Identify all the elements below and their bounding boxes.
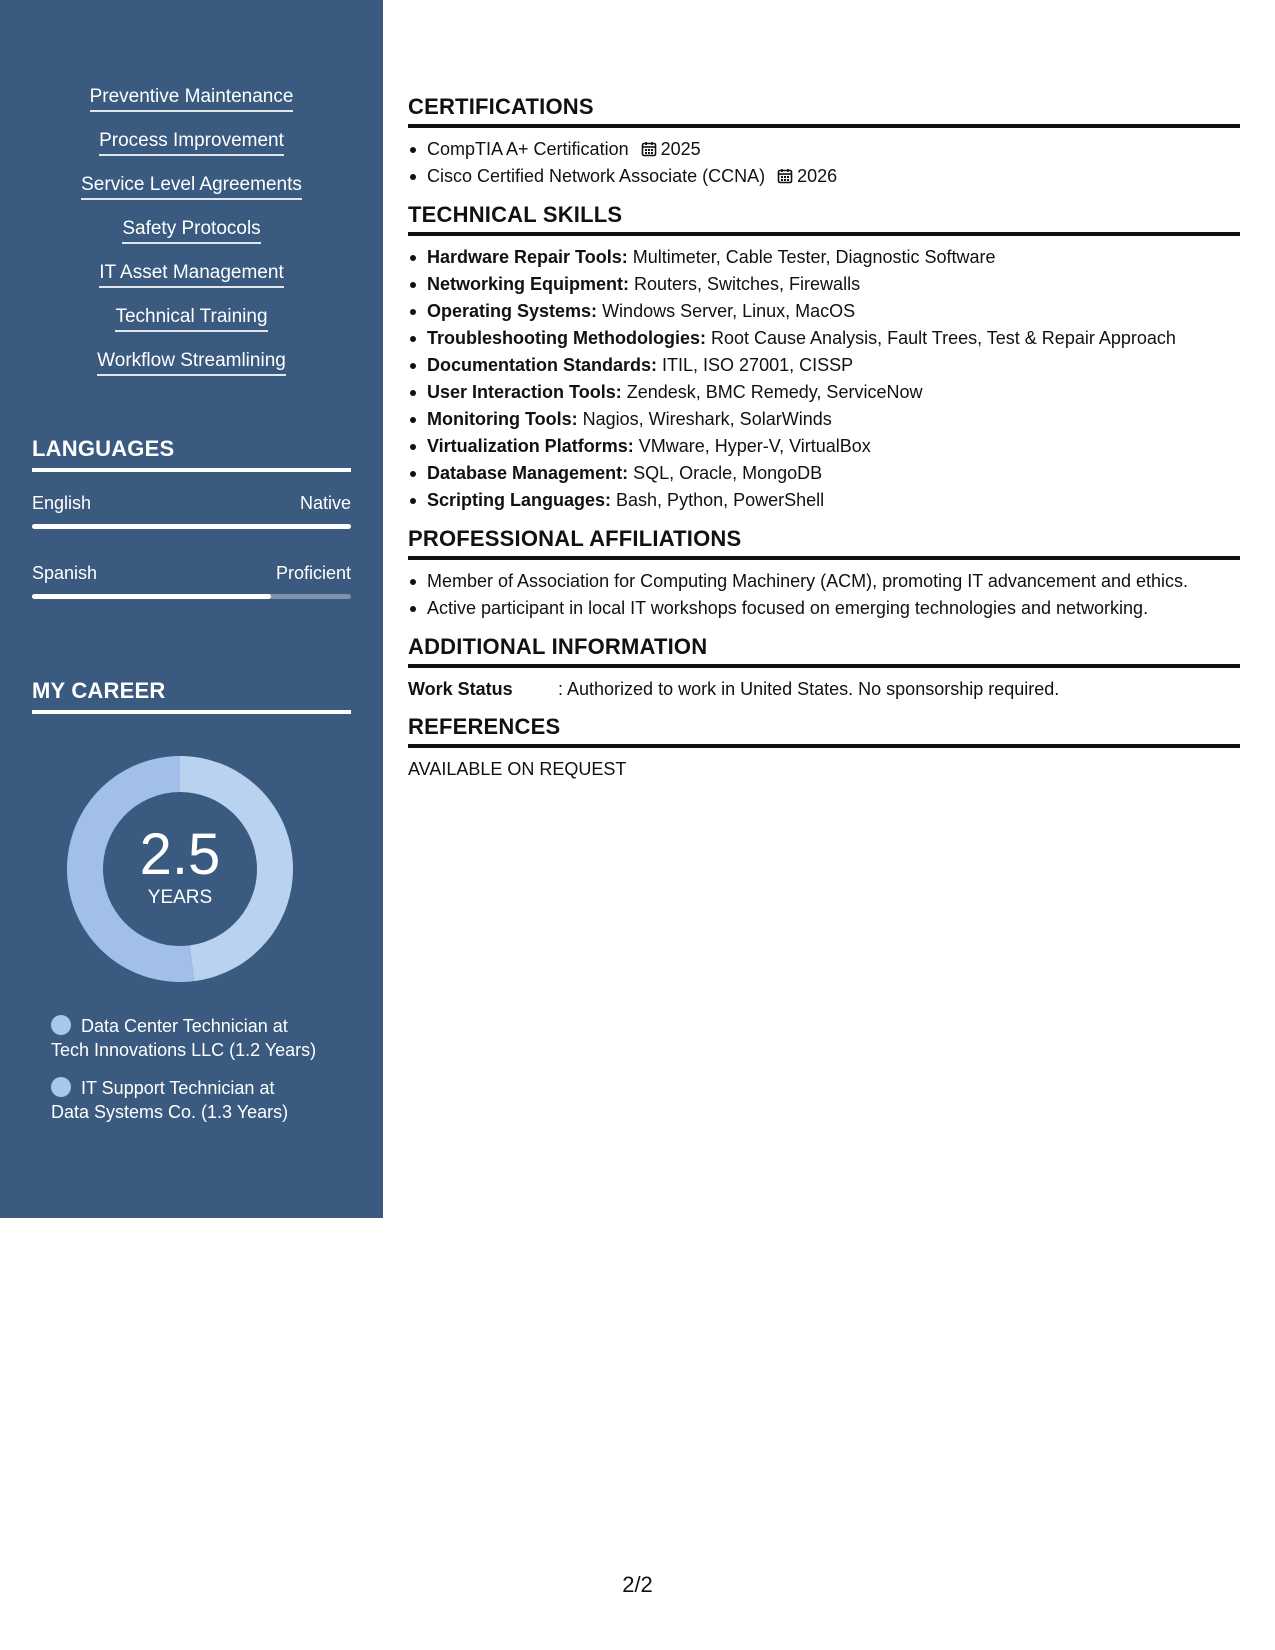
skill-values: Routers, Switches, Firewalls bbox=[629, 274, 861, 294]
references-section bbox=[408, 714, 1240, 782]
certification-item bbox=[408, 163, 1240, 190]
donut-center bbox=[67, 756, 293, 982]
skill-category: Networking Equipment: bbox=[427, 274, 629, 294]
technical-skill-item bbox=[408, 406, 1240, 433]
skill-category: Database Management: bbox=[427, 463, 629, 483]
skill-category: Virtualization Platforms: bbox=[427, 436, 634, 456]
language-level: Proficient bbox=[275, 563, 351, 583]
sidebar bbox=[0, 0, 383, 1218]
work-status-value: : Authorized to work in United States. No sponsorship required. bbox=[558, 679, 1060, 699]
calendar-icon bbox=[641, 141, 657, 157]
technical-skills-section bbox=[408, 202, 1240, 514]
main-content bbox=[408, 94, 1240, 794]
skill-item[interactable]: IT Asset Management bbox=[99, 262, 283, 288]
certification-year: 2025 bbox=[660, 139, 701, 159]
language-bar-fill bbox=[32, 524, 351, 529]
skill-item[interactable]: Process Improvement bbox=[99, 130, 284, 156]
career-company: Data Systems Co. (1.3 Years) bbox=[51, 1102, 289, 1122]
skill-values: Windows Server, Linux, MacOS bbox=[597, 301, 856, 321]
skill-category: Operating Systems: bbox=[427, 301, 598, 321]
technical-skill-item bbox=[408, 433, 1240, 460]
language-row-english bbox=[32, 493, 351, 514]
references-text: AVAILABLE ON REQUEST bbox=[408, 759, 627, 779]
skill-values: Zendesk, BMC Remedy, ServiceNow bbox=[621, 382, 923, 402]
legend-dot-icon bbox=[51, 1015, 71, 1035]
career-total-unit: YEARS bbox=[147, 887, 213, 908]
skill-values: Nagios, Wireshark, SolarWinds bbox=[577, 409, 832, 429]
affiliation-item: Active participant in local IT workshops focused on emerging technologies and networking. bbox=[408, 595, 1240, 622]
skill-values: Root Cause Analysis, Fault Trees, Test & Repair Approach bbox=[705, 328, 1176, 348]
skill-category: Documentation Standards: bbox=[427, 355, 658, 375]
skill-category: Monitoring Tools: bbox=[427, 409, 578, 429]
skill-values: ITIL, ISO 27001, CISSP bbox=[657, 355, 854, 375]
career-company: Tech Innovations LLC (1.2 Years) bbox=[51, 1040, 317, 1060]
certification-name: Cisco Certified Network Associate (CCNA) bbox=[427, 166, 766, 186]
technical-skill-item bbox=[408, 379, 1240, 406]
section-title: REFERENCES bbox=[408, 714, 1240, 748]
skill-item[interactable]: Preventive Maintenance bbox=[90, 86, 294, 112]
skill-item[interactable]: Safety Protocols bbox=[122, 218, 260, 244]
skill-item[interactable]: Technical Training bbox=[115, 306, 267, 332]
language-level: Native bbox=[299, 493, 351, 513]
career-legend-item bbox=[51, 1014, 351, 1062]
legend-dot-icon bbox=[51, 1077, 71, 1097]
technical-skill-item bbox=[408, 271, 1240, 298]
certification-item bbox=[408, 136, 1240, 163]
career-donut-chart bbox=[67, 756, 293, 982]
skill-values: SQL, Oracle, MongoDB bbox=[628, 463, 823, 483]
calendar-icon bbox=[777, 168, 793, 184]
certification-year: 2026 bbox=[797, 166, 838, 186]
technical-skill-item bbox=[408, 325, 1240, 352]
skill-values: VMware, Hyper-V, VirtualBox bbox=[633, 436, 871, 456]
skill-values: Bash, Python, PowerShell bbox=[611, 490, 825, 510]
technical-skill-item bbox=[408, 352, 1240, 379]
skill-category: Hardware Repair Tools: bbox=[427, 247, 628, 267]
work-status-row bbox=[408, 676, 1240, 702]
skill-values: Multimeter, Cable Tester, Diagnostic Software bbox=[627, 247, 996, 267]
technical-skill-item bbox=[408, 298, 1240, 325]
page-number: 2/2 bbox=[622, 1572, 653, 1597]
language-bar-english bbox=[32, 524, 351, 529]
career-total-value: 2.5 bbox=[139, 822, 221, 887]
affiliation-item: Member of Association for Computing Machinery (ACM), promoting IT advancement and ethics. bbox=[408, 568, 1240, 595]
career-role: IT Support Technician at bbox=[81, 1078, 275, 1098]
affiliations-section bbox=[408, 526, 1240, 622]
career-legend-item bbox=[51, 1076, 351, 1124]
languages-heading: LANGUAGES bbox=[32, 436, 351, 472]
section-title: ADDITIONAL INFORMATION bbox=[408, 634, 1240, 668]
career-role: Data Center Technician at bbox=[81, 1016, 288, 1036]
language-bar-spanish bbox=[32, 594, 351, 599]
technical-skill-item bbox=[408, 487, 1240, 514]
language-bar-fill bbox=[32, 594, 271, 599]
skills-list bbox=[0, 86, 383, 394]
section-title: TECHNICAL SKILLS bbox=[408, 202, 1240, 236]
work-status-label: Work Status bbox=[408, 679, 513, 699]
technical-skill-item bbox=[408, 244, 1240, 271]
section-title: CERTIFICATIONS bbox=[408, 94, 1240, 128]
language-name: English bbox=[32, 493, 92, 513]
career-heading: MY CAREER bbox=[32, 678, 351, 714]
skill-category: User Interaction Tools: bbox=[427, 382, 622, 402]
certification-name: CompTIA A+ Certification bbox=[427, 139, 629, 159]
skill-item[interactable]: Workflow Streamlining bbox=[97, 350, 286, 376]
section-title: PROFESSIONAL AFFILIATIONS bbox=[408, 526, 1240, 560]
certifications-section bbox=[408, 94, 1240, 190]
technical-skill-item bbox=[408, 460, 1240, 487]
additional-info-section bbox=[408, 634, 1240, 702]
skill-category: Scripting Languages: bbox=[427, 490, 612, 510]
language-name: Spanish bbox=[32, 563, 98, 583]
skill-category: Troubleshooting Methodologies: bbox=[427, 328, 706, 348]
language-row-spanish bbox=[32, 563, 351, 584]
skill-item[interactable]: Service Level Agreements bbox=[81, 174, 302, 200]
